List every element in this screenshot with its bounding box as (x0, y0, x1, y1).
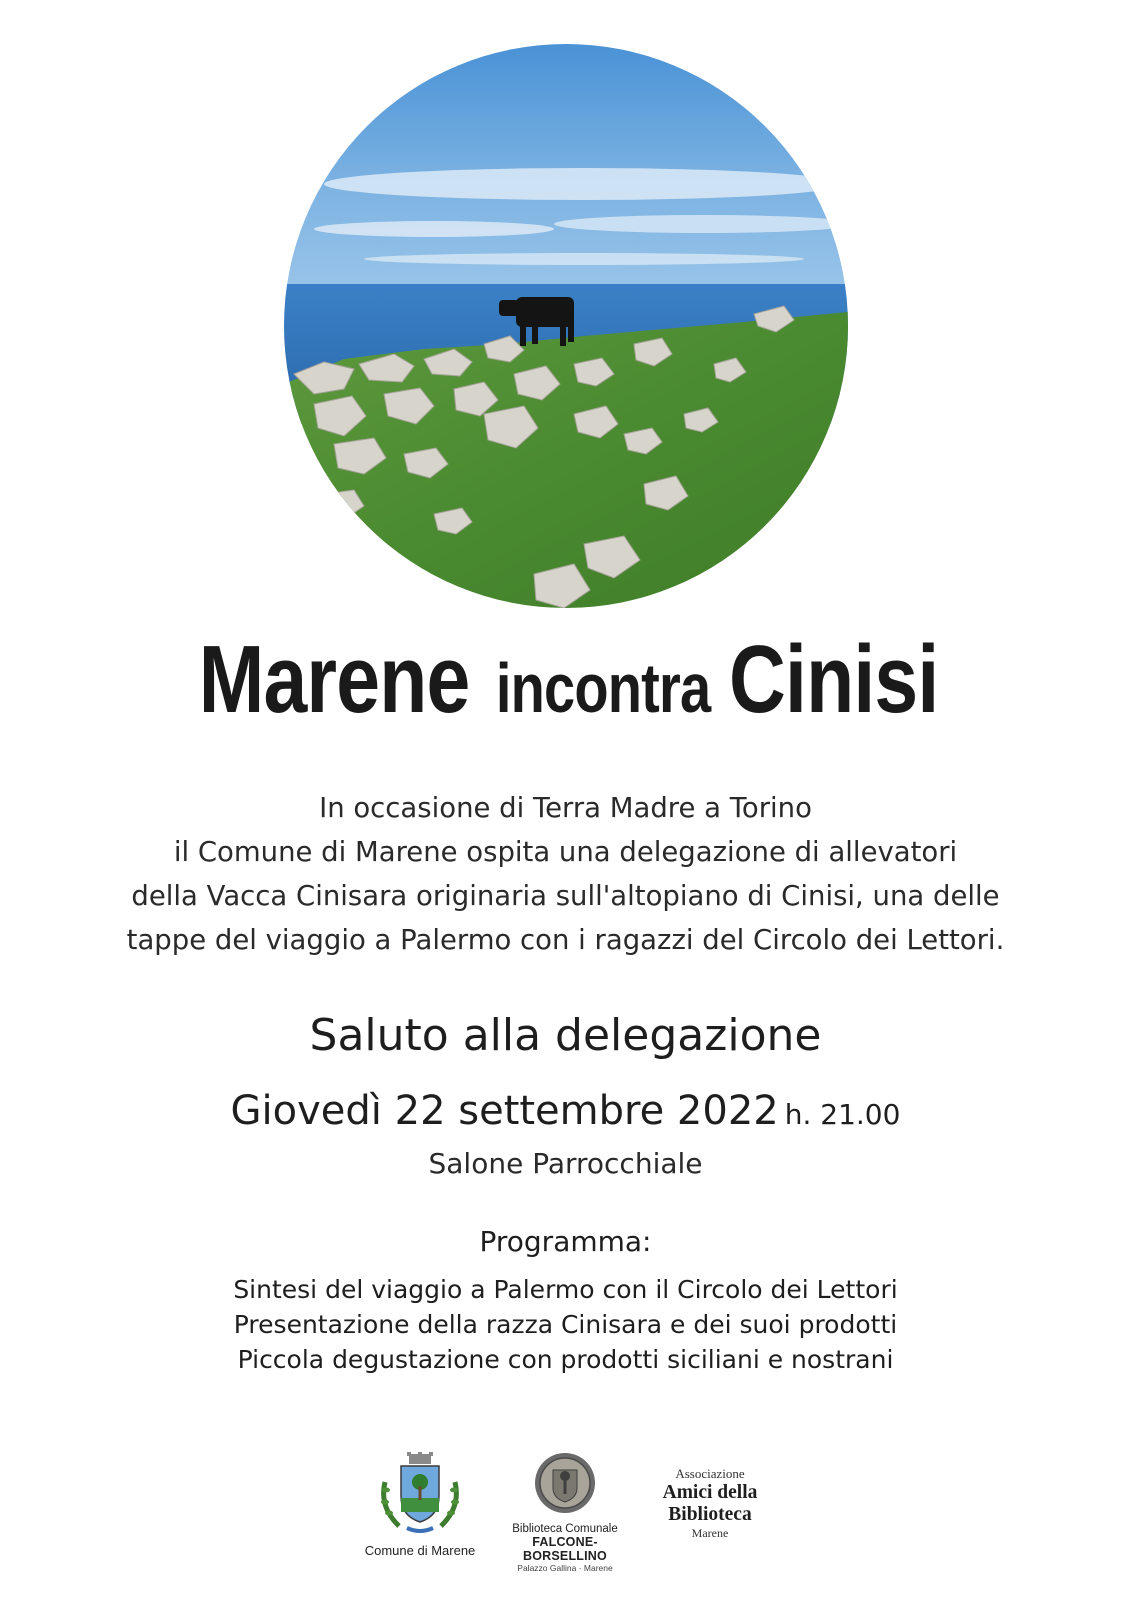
event-subtitle: Saluto alla delegazione (309, 1010, 822, 1061)
logo-associazione (640, 1466, 780, 1541)
cow-landscape-image (284, 44, 848, 608)
biblioteca-line1: Biblioteca Comunale (512, 1523, 618, 1535)
event-time: h. 21.00 (784, 1098, 901, 1131)
intro-paragraph (0, 786, 1131, 962)
program-item: Sintesi del viaggio a Palermo con il Circolo dei Lettori (233, 1275, 898, 1304)
intro-line: tappe del viaggio a Palermo con i ragazzi del Circolo dei Lettori. (126, 924, 1005, 956)
program-item: Piccola degustazione con prodotti siciliani e nostrani (237, 1345, 894, 1374)
event-date: Giovedì 22 settembre 2022 (230, 1088, 779, 1134)
associazione-line2a: Amici della (662, 1482, 758, 1503)
hero-photo (284, 44, 848, 608)
comune-caption: Comune di Marene (364, 1543, 476, 1558)
associazione-line1: Associazione (675, 1466, 745, 1481)
event-title (0, 626, 1131, 733)
program-item: Presentazione della razza Cinisara e dei suoi prodotti (233, 1310, 898, 1339)
event-datetime (0, 1088, 1131, 1134)
title-incontra: incontra (495, 649, 711, 727)
event-place: Salone Parrocchiale (428, 1147, 703, 1180)
associazione-line3: Marene (691, 1526, 729, 1540)
biblioteca-line2: FALCONE-BORSELLINO (523, 1535, 607, 1563)
intro-line: della Vacca Cinisara originaria sull'altopiano di Cinisi, una delle (131, 880, 1000, 912)
seal-icon (534, 1452, 596, 1514)
logo-comune-marene (350, 1452, 490, 1558)
associazione-line2b: Biblioteca (668, 1504, 752, 1525)
intro-line: In occasione di Terra Madre a Torino (319, 792, 812, 824)
intro-line: il Comune di Marene ospita una delegazione di allevatori (173, 836, 958, 868)
program-list (0, 1272, 1131, 1377)
biblioteca-line3: Palazzo Gallina · Marene (517, 1563, 613, 1573)
program-heading: Programma: (479, 1225, 652, 1258)
logo-biblioteca (492, 1452, 638, 1573)
coat-of-arms-icon (377, 1452, 463, 1536)
title-cinisi: Cinisi (729, 626, 939, 733)
title-marene: Marene (198, 626, 470, 733)
